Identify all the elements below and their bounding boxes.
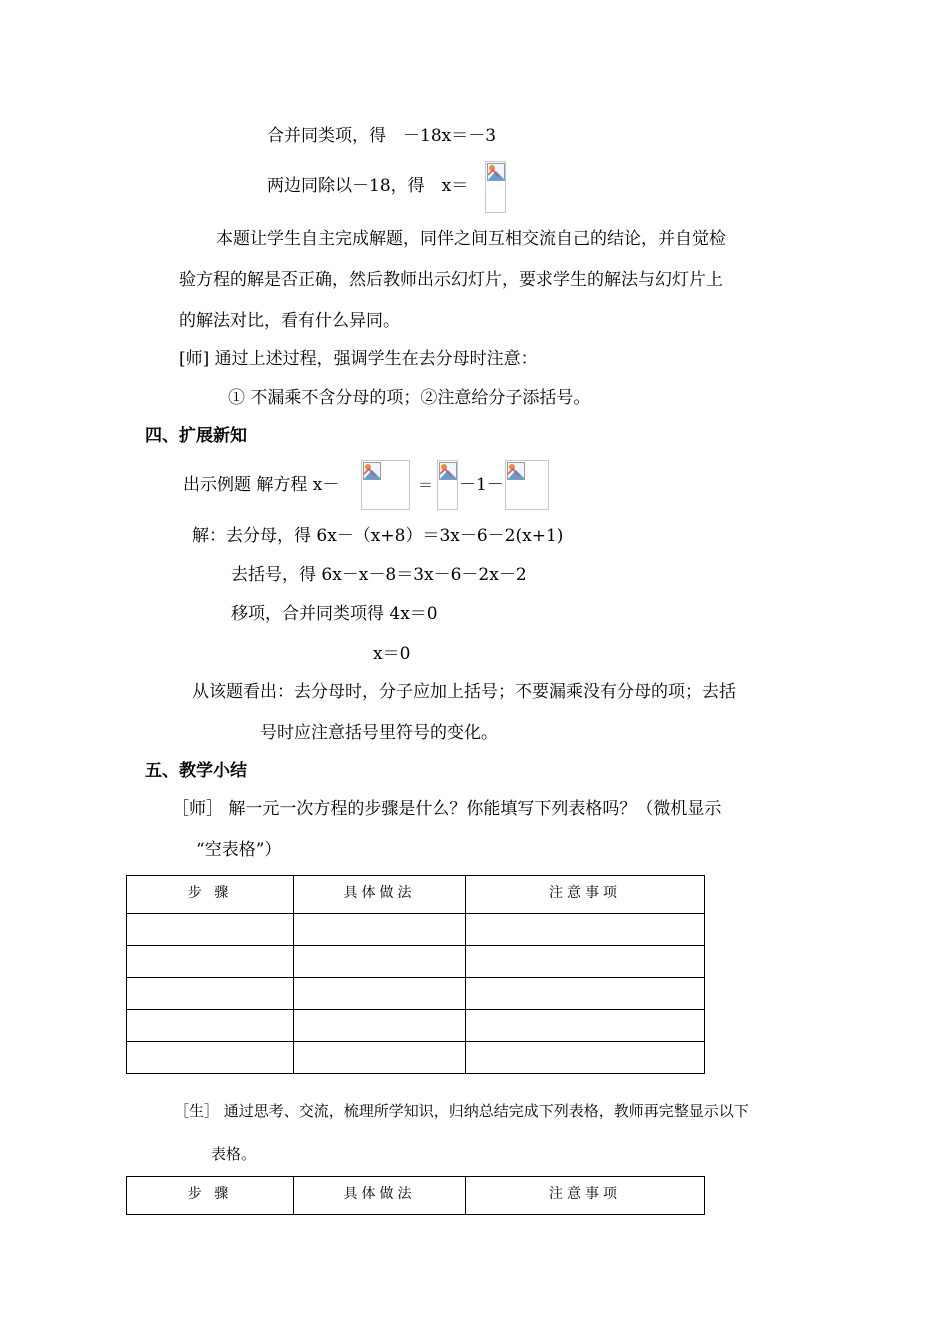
fraction-image-placeholder [485,161,506,213]
paragraph-line: 验方程的解是否正确，然后教师出示幻灯片，要求学生的解法与幻灯片上 [179,270,723,290]
fraction-image-placeholder [505,460,549,510]
table-cell [294,978,466,1010]
solution-step: 移项，合并同类项得 4x＝0 [231,604,438,624]
equals-sign: ＝ [418,476,434,494]
table-header: 注意事项 [466,1177,705,1215]
solution-step: 解：去分母，得 6x－（x+8）＝3x－6－2(x+1) [192,526,564,546]
teacher-question: ［师］ 解一元一次方程的步骤是什么？你能填写下列表格吗？（微机显示 [172,799,722,819]
table-row [127,978,705,1010]
table-cell [466,1042,705,1074]
paragraph-line: 的解法对比，看有什么异同。 [179,311,400,331]
table-cell [294,1010,466,1042]
conclusion-line: 号时应注意括号里符号的变化。 [260,723,498,743]
table-cell [466,1010,705,1042]
table-cell [466,978,705,1010]
teacher-question: “空表格”） [196,840,282,860]
section-heading: 四、扩展新知 [145,426,247,446]
table-cell [466,914,705,946]
section-heading: 五、教学小结 [145,761,247,781]
fraction-image-placeholder [437,460,458,510]
broken-image-icon [487,163,505,181]
table-header: 注意事项 [466,876,705,914]
example-label: 出示例题 解方程 x－ [183,475,340,495]
broken-image-icon [363,462,381,480]
paragraph-line: 本题让学生自主完成解题，同伴之间互相交流自己的结论，并自觉检 [216,229,726,249]
broken-image-icon [439,462,457,480]
example-middle-term: －1－ [459,475,504,495]
table-header: 具体做法 [294,1177,466,1215]
table-row [127,1010,705,1042]
fraction-image-placeholder [361,460,410,510]
table-cell [127,1010,294,1042]
conclusion-line: 从该题看出：去分母时，分子应加上括号；不要漏乘没有分母的项；去括 [192,682,736,702]
table-cell [127,914,294,946]
table-row [127,1042,705,1074]
solution-result: x＝0 [373,644,411,664]
table-cell [127,1042,294,1074]
teacher-remark: [师] 通过上述过程，强调学生在去分母时注意： [179,349,538,369]
summary-table [126,1176,705,1215]
student-activity: 表格。 [211,1145,257,1163]
divide-both-sides-line: 两边同除以－18，得 x＝ [267,176,469,196]
table-cell [127,946,294,978]
notes-line: ① 不漏乘不含分母的项；②注意给分子添括号。 [228,388,591,408]
table-row [127,946,705,978]
table-cell [294,1042,466,1074]
student-activity: ［生］ 通过思考、交流，梳理所学知识，归纳总结完成下列表格，教师再完整显示以下 [174,1102,749,1120]
table-cell [294,914,466,946]
solution-step: 去括号，得 6x－x－8＝3x－6－2x－2 [231,565,527,585]
table-header: 步 骤 [127,876,294,914]
broken-image-icon [507,462,525,480]
table-header: 步 骤 [127,1177,294,1215]
table-cell [294,946,466,978]
table-header: 具体做法 [294,876,466,914]
empty-summary-table [126,875,705,1074]
combine-like-terms-line: 合并同类项，得 －18x＝－3 [267,126,497,146]
table-cell [466,946,705,978]
table-cell [127,978,294,1010]
table-row [127,914,705,946]
